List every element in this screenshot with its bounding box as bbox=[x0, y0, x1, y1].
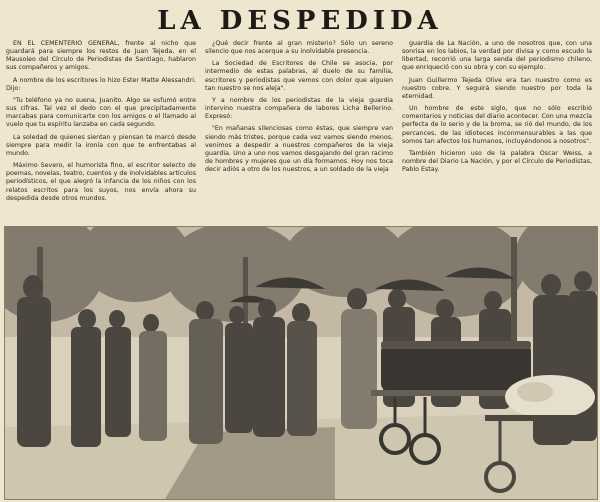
paragraph: "En mañanas silenciosas como éstas, que siempre van siendo más tristes, porque cada vez vamos siendo menos, venimos a despedir a nuestros compañeros de la vieja guardia. Uno a uno nos vamos desgajando del gran racimo de hombres y mujeres que un día formamos. Hoy nos toca decir adiós a otro de los nuestros, a un soldado de la vieja bbox=[205, 125, 393, 174]
paragraph: También hicieron uso de la palabra Oscar Weiss, a nombre del Diario La Nación, y por el Círculo de Periodistas, Pablo Estay. bbox=[402, 149, 592, 174]
paragraph: A nombre de los escritores lo hizo Ester Matte Alessandri. Dijo: bbox=[6, 76, 196, 92]
article-column-1 bbox=[6, 40, 196, 225]
paragraph: La soledad de quienes sientan y piensan te marcó desde siempre para medir la ironía con que te enfrentabas al mundo. bbox=[6, 133, 196, 157]
paragraph: La Sociedad de Escritores de Chile se asocia, por intermedio de estas palabras, al duelo de su familia, escritores y periodistas que vemos con dolor que alguien tan nuestro se nos aleja". bbox=[205, 60, 393, 92]
paragraph: Máximo Severo, el humorista fino, el escritor selecto de poemas, novelas, teatro, cuentos y de inolvidables artículos periodísticos, el que alegró la infancia de los niños con los relatos escritos para los suyos, nos envía ahora su despedida desde otros mundos. bbox=[6, 162, 196, 202]
paragraph: EN EL CEMENTERIO GENERAL, frente al nicho que guardará para siempre los restos de Juan Tejeda, en el Mausoleo del Círculo de Periodistas de Santiago, hablaron sus compañeros y amigos. bbox=[6, 40, 196, 72]
paragraph: "Tu teléfono ya no suena, Juanito. Algo se esfumó entre sus cifras. Tal vez el dedo con el que precipitadamente marcabas para comunicarte con los amigos o el llamado al vuelo que tu espíritu lanzaba en cada segundo. bbox=[6, 96, 196, 129]
paragraph: Juan Guillermo Tejeda Olive era tan nuestro como es nuestro cobre. Y seguirá siendo nuestro por toda la eternidad. bbox=[402, 76, 592, 100]
paragraph: Un hombre de este siglo, que no sólo escribió comentarios y noticias del diario acontecer. Con una mezcla perfecta de lo serio y de la broma, se rió del mundo, de los percances, de las idioteces inconmensurables a las que somos tan afectos los humanos, incluyéndonos a nosotros". bbox=[402, 105, 592, 145]
article-column-2 bbox=[205, 40, 393, 225]
article-column-3 bbox=[402, 40, 592, 225]
paragraph: Y a nombre de los periodistas de la vieja guardia intervino nuestra compañera de labores Licha Bellerino. Expresó: bbox=[205, 96, 393, 121]
funeral-photo bbox=[4, 226, 598, 500]
headline: LA DESPEDIDA bbox=[157, 6, 443, 36]
paragraph: guardia de La Nación, a uno de nosotros que, con una sonrisa en los labios, la verdad por divisa y como escudo la libertad, recorrió una larga senda del periodismo chileno, que enriqueció con su obra y con su ejemplo. bbox=[402, 40, 592, 72]
paragraph: ¿Qué decir frente al gran misterio? Sólo un sereno silencio que nos acerque a su inolvidable presencia. bbox=[205, 40, 393, 56]
